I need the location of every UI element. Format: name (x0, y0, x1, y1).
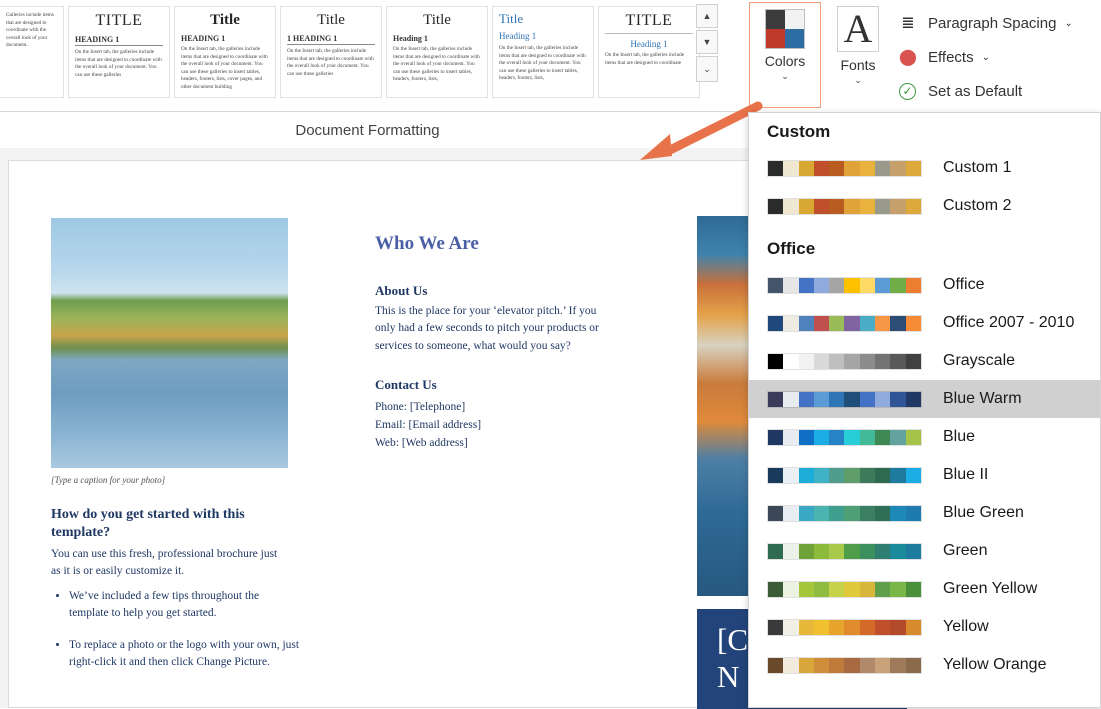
colors-button-label: Colors (764, 53, 806, 69)
chevron-down-icon[interactable]: ⌄ (854, 75, 862, 85)
style-card-heading: 1 HEADING 1 (287, 35, 375, 46)
theme-swatch (767, 657, 922, 674)
theme-name: Green (943, 542, 988, 559)
theme-swatch (767, 429, 922, 446)
menu-section-office-label: Office (767, 239, 816, 258)
theme-item-green[interactable] (749, 532, 1100, 570)
paragraph-spacing-button[interactable] (896, 6, 1096, 40)
style-gallery[interactable] (0, 0, 718, 110)
list-item: • To replace a photo or the logo with your own, just right-click it and then click Change Picture. (69, 637, 301, 672)
contact-web: Web: [Web address] (375, 437, 468, 449)
theme-item-yellow-orange[interactable] (749, 646, 1100, 684)
style-card-body: On the Insert tab, the galleries include items that are designed to coordinate with the overall look of your document. You can use these galleries to insert tables, headers, footers, lists, cover pages, and other document building (181, 46, 268, 90)
style-card-title: TITLE (95, 12, 143, 29)
style-card[interactable] (492, 6, 594, 98)
theme-name: Office 2007 - 2010 (943, 314, 1075, 331)
paragraph-spacing-icon: ≣ (901, 15, 915, 32)
scroll-up-icon[interactable]: ▲ (696, 4, 718, 28)
about-us-heading: About Us (375, 283, 428, 298)
theme-item-green-yellow[interactable] (749, 570, 1100, 608)
theme-name: Yellow Orange (943, 656, 1047, 673)
effects-icon: ⬤ (899, 49, 917, 66)
theme-name: Blue Green (943, 504, 1024, 521)
theme-swatch (767, 391, 922, 408)
style-card-heading: Heading 1 (393, 33, 428, 43)
contact-email: Email: [Email address] (375, 419, 482, 431)
theme-item-office-2007-2010[interactable] (749, 304, 1100, 342)
left-column-body: You can use this fresh, professional brochure just as it is or easily customize it. (51, 548, 278, 577)
contact-us-heading: Contact Us (375, 377, 437, 392)
gallery-scrollbar[interactable] (696, 4, 718, 102)
theme-swatch (767, 160, 922, 177)
theme-swatch (767, 353, 922, 370)
list-item: • We’ve included a few tips throughout the template to help you get started. (69, 588, 301, 623)
contact-phone: Phone: [Telephone] (375, 401, 466, 413)
style-card-title: Title (210, 12, 240, 28)
about-us-body: This is the place for your ‘elevator pitch.’ If you only had a few seconds to pitch your products or services to someone, what would you say? (375, 305, 599, 352)
company-name-line2: N (717, 659, 740, 695)
style-card-body: On the Insert tab, the galleries include items that are designed to coordinate with the overall look of your document. You can use these galleries (75, 49, 162, 78)
theme-item-office[interactable] (749, 266, 1100, 304)
effects-button[interactable] (896, 40, 1096, 74)
set-as-default-icon: ✓ (899, 83, 916, 100)
style-card-title: Title (423, 12, 451, 28)
style-card-heading: Heading 1 (499, 31, 537, 42)
theme-swatch (767, 581, 922, 598)
theme-item-blue-ii[interactable] (749, 456, 1100, 494)
style-card-heading: HEADING 1 (75, 36, 163, 47)
set-as-default-label: Set as Default (928, 82, 1023, 100)
left-column-heading: How do you get started with this template? (51, 507, 245, 541)
theme-name: Blue II (943, 466, 989, 483)
who-we-are-title: Who We Are (375, 233, 479, 254)
style-card-heading: HEADING 1 (181, 33, 226, 43)
scroll-down-icon[interactable]: ▼ (696, 30, 718, 54)
style-card-title: Title (499, 11, 524, 26)
theme-swatch (767, 505, 922, 522)
more-styles-icon[interactable]: ⌄ (696, 56, 718, 82)
style-card-title: TITLE (605, 12, 693, 34)
font-letter-icon: A (837, 6, 879, 52)
style-card[interactable] (0, 6, 64, 98)
company-name-line1: [C (717, 622, 748, 657)
photo-placeholder-left[interactable] (51, 218, 288, 468)
style-card-heading: Heading 1 (630, 38, 668, 49)
document-formatting-group-label: Document Formatting (0, 112, 735, 148)
chevron-down-icon[interactable]: ⌄ (1064, 17, 1073, 29)
style-card-body: On the Insert tab, the galleries include items that are designed to coordinate (605, 52, 685, 67)
chevron-down-icon[interactable]: ⌄ (781, 71, 789, 81)
theme-swatch (767, 315, 922, 332)
menu-section-custom-label: Custom (767, 122, 831, 141)
left-column-bullets (51, 588, 301, 685)
theme-item-blue-green[interactable] (749, 494, 1100, 532)
set-as-default-button[interactable] (896, 74, 1096, 108)
theme-group (744, 0, 1101, 112)
style-card-body: On the Insert tab, the galleries include items that are designed to coordinate with the overall look of your document. You can use these galleries to insert tables, headers, footers, lists, (393, 46, 480, 83)
fonts-button-label: Fonts (840, 57, 876, 73)
colors-button[interactable] (749, 2, 821, 108)
style-card[interactable] (68, 6, 170, 98)
paragraph-spacing-label: Paragraph Spacing (928, 14, 1057, 32)
theme-swatch (767, 543, 922, 560)
theme-swatch (767, 619, 922, 636)
annotation-arrow (632, 100, 760, 162)
theme-name: Grayscale (943, 352, 1016, 369)
effects-label: Effects (928, 48, 974, 66)
fonts-button[interactable] (827, 2, 889, 108)
chevron-down-icon[interactable]: ⌄ (981, 51, 990, 63)
theme-item-blue[interactable] (749, 418, 1100, 456)
theme-item-grayscale[interactable] (749, 342, 1100, 380)
style-card[interactable] (280, 6, 382, 98)
theme-item-custom-2[interactable] (749, 187, 1100, 225)
colors-swatch-icon (765, 9, 805, 49)
theme-name: Blue (943, 428, 976, 445)
theme-item-yellow[interactable] (749, 608, 1100, 646)
style-card-body: On the Insert tab, the galleries include items that are designed to coordinate with the overall look of your document. You can use these galleries (287, 48, 374, 77)
style-card[interactable] (386, 6, 488, 98)
theme-swatch (767, 277, 922, 294)
photo-caption[interactable]: [Type a caption for your photo] (51, 475, 166, 485)
theme-name: Yellow (943, 618, 989, 635)
theme-swatch (767, 198, 922, 215)
theme-name: Green Yellow (943, 580, 1038, 597)
theme-swatch (767, 467, 922, 484)
theme-name: Custom 1 (943, 159, 1012, 176)
style-card-body: Galleries include items that are designed to coordinate with the overall look of your document. (6, 12, 54, 49)
theme-name: Blue Warm (943, 390, 1022, 407)
style-card-body: On the Insert tab, the galleries include items that are designed to coordinate with the overall look of your document. You can use these galleries to insert tables, headers, footers, lists, (499, 45, 586, 82)
theme-item-blue-warm[interactable] (749, 380, 1100, 418)
theme-options (896, 6, 1096, 108)
style-card[interactable] (174, 6, 276, 98)
theme-item-custom-1[interactable] (749, 149, 1100, 187)
style-card[interactable] (598, 6, 700, 98)
theme-name: Office (943, 276, 985, 293)
style-card-title: Title (317, 12, 345, 28)
colors-dropdown-menu[interactable] (748, 112, 1101, 708)
theme-name: Custom 2 (943, 197, 1012, 214)
